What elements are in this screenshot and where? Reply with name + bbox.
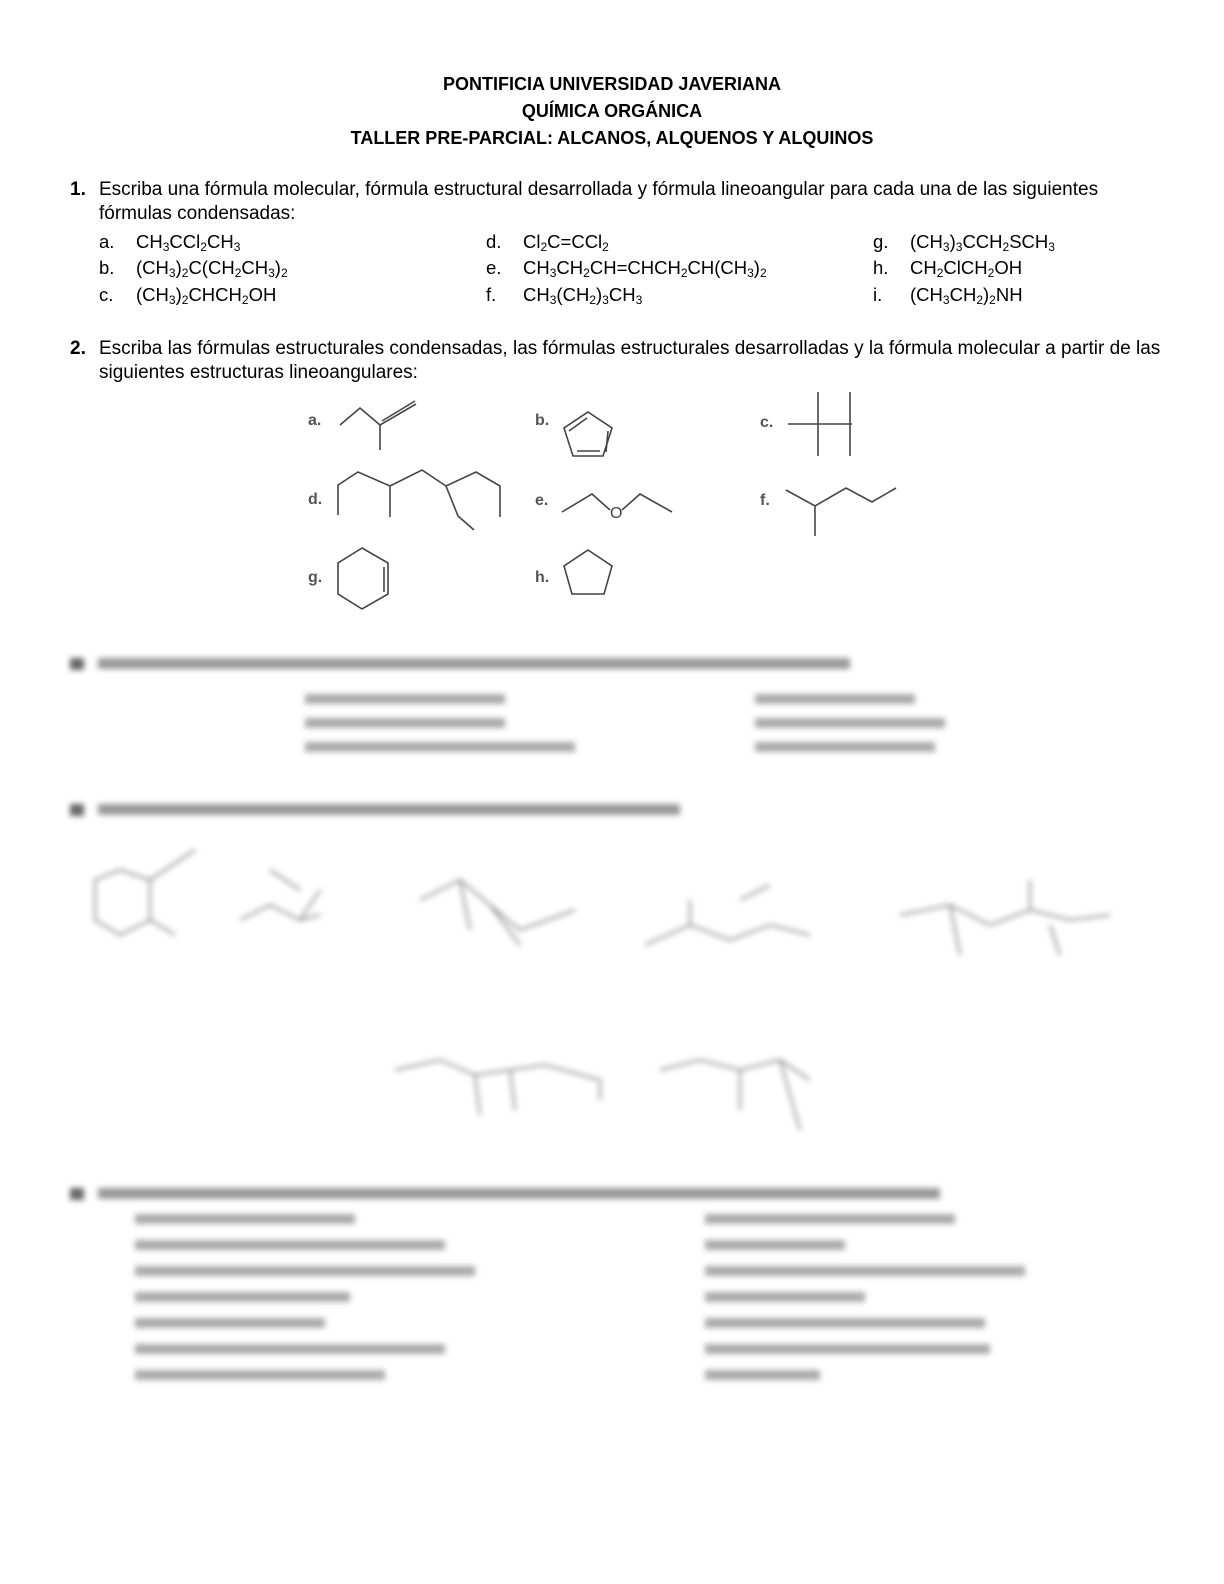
structure-c-label: c. [760,414,774,431]
q1-item-a-formula: $CH_3CCl_2CH_3$ [136,231,241,254]
q1-item-b-letter: b. [99,257,115,278]
header-title: TALLER PRE-PARCIAL: ALCANOS, ALQUENOS Y ALQUINOS [350,128,874,148]
structure-h-label: h. [535,569,550,586]
structure-f [786,488,896,536]
structure-h [564,550,612,594]
q1-item-f-formula: $CH_3(CH_2)_3CH_3$ [523,284,643,307]
structure-b-label: b. [535,412,550,429]
q1-item-h-letter: h. [873,257,889,278]
q4-blurred-heading [70,798,680,822]
question-1-number: 1. [70,179,86,200]
question-2-text: Escriba las fórmulas estructurales condensadas, las fórmulas estructurales desarrolladas y la fórmula molecular a partir de las siguientes estructuras lineoangulares: [99,338,1161,383]
structure-d-label: d. [308,491,323,508]
q3-blurred-items [305,690,945,762]
structure-g [338,548,388,609]
structure-f-label: f. [760,492,770,509]
q1-item-i-letter: i. [873,284,883,305]
header-course: QUÍMICA ORGÁNICA [521,101,703,121]
structure-d [338,470,500,530]
structure-e-label: e. [535,492,549,509]
q1-item-d-letter: d. [486,231,502,252]
q1-item-d-formula: $Cl_2C=CCl_2$ [523,231,609,254]
q1-item-f-letter: f. [486,284,497,305]
structure-c [788,392,852,456]
structure-a-label: a. [308,412,322,429]
q1-item-i-formula: $(CH_3CH_2)_2NH$ [910,284,1023,307]
q1-item-g-formula: $(CH_3)_3CCH_2SCH_3$ [910,231,1055,254]
q1-item-h-formula: $CH_2ClCH_2OH$ [910,257,1023,280]
header-university: PONTIFICIA UNIVERSIDAD JAVERIANA [442,74,782,94]
q1-item-c-formula: $(CH_3)_2CHCH_2OH$ [136,284,277,307]
q1-item-a-letter: a. [99,231,115,252]
structure-a [340,401,416,450]
q1-item-b-formula: $(CH_3)_2C(CH_2CH_3)_2$ [136,257,288,280]
q5-blurred-items [135,1210,1035,1390]
structure-g-label: g. [308,569,323,586]
q1-item-c-letter: c. [99,284,114,305]
structure-e-oxygen: O [610,505,623,522]
structure-b [564,412,612,456]
q1-item-g-letter: g. [873,231,889,252]
question-2-number: 2. [70,338,86,359]
q1-item-e-formula: $CH_3CH_2CH=CHCH_2CH(CH_3)_2$ [523,257,767,280]
question-1-text: Escriba una fórmula molecular, fórmula estructural desarrollada y fórmula lineoangular para cada una de las siguientes fórmulas condensadas: [99,179,1099,224]
q3-blurred-heading [70,652,850,676]
q5-blurred-heading [70,1182,940,1206]
q2-structures [0,0,1224,700]
q1-item-e-letter: e. [486,257,502,278]
